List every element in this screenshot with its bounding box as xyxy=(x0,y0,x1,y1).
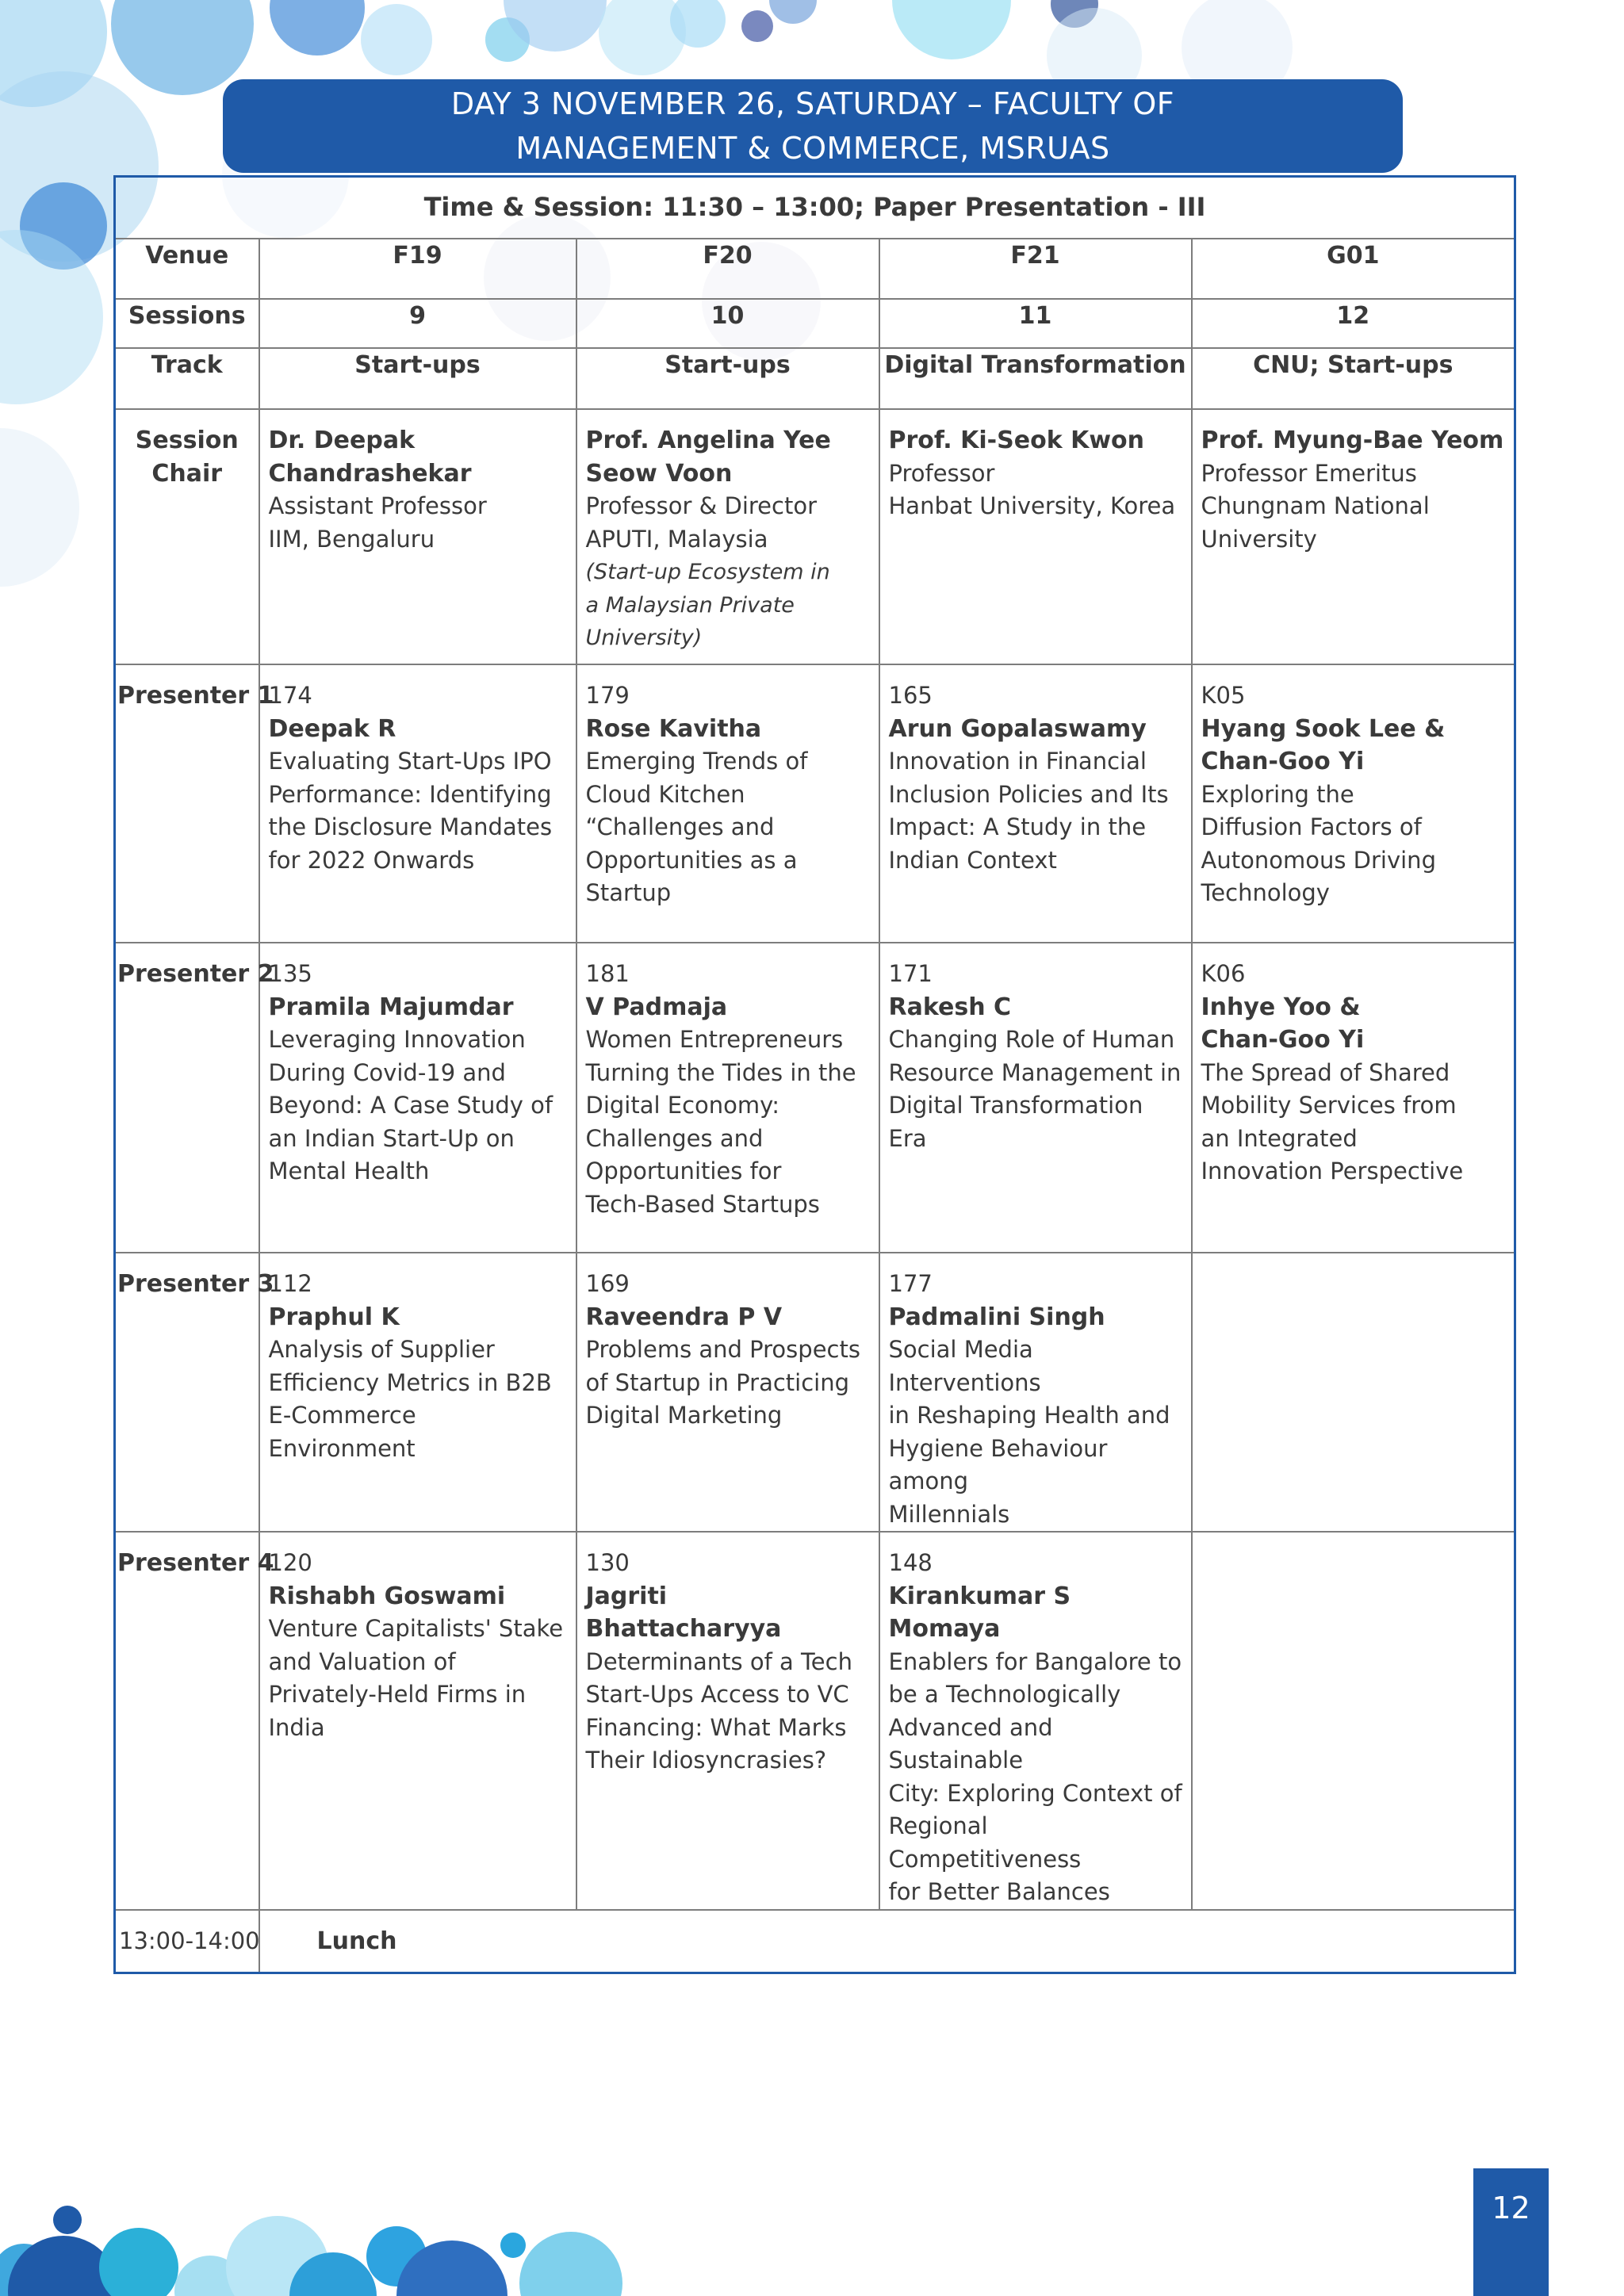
paper-title-line: Leveraging Innovation xyxy=(268,1026,526,1053)
lunch-time: 13:00-14:00 xyxy=(115,1910,259,1973)
paper-id: 171 xyxy=(888,960,933,987)
presenter-cell xyxy=(1192,943,1515,1253)
paper-id: 120 xyxy=(268,1549,312,1576)
venue-row xyxy=(115,239,1515,299)
session-chair-row xyxy=(115,409,1515,664)
paper-id: 179 xyxy=(585,682,630,709)
presenter-cell xyxy=(1192,1253,1515,1532)
presenter-name: Bhattacharyya xyxy=(585,1615,782,1643)
track-cell: Start-ups xyxy=(576,348,879,409)
presenter-name: Padmalini Singh xyxy=(888,1303,1105,1331)
presenter-row xyxy=(115,664,1515,943)
presenter-cell xyxy=(259,1253,576,1532)
paper-id: K05 xyxy=(1201,682,1246,709)
presenter-cell xyxy=(576,1532,879,1910)
presenter-cell xyxy=(879,1532,1192,1910)
presenter-cell xyxy=(576,664,879,943)
chair-name: Dr. Deepak xyxy=(268,427,416,454)
presenter-label: Presenter 1 xyxy=(115,664,259,943)
paper-title-line: E-Commerce Environment xyxy=(268,1402,416,1462)
presenter-cell xyxy=(576,943,879,1253)
session-cell: 12 xyxy=(1192,299,1515,348)
paper-title-line: During Covid-19 and xyxy=(268,1058,506,1086)
presenter-cell xyxy=(259,664,576,943)
presenter-name: Arun Gopalaswamy xyxy=(888,714,1147,743)
session-cell: 10 xyxy=(576,299,879,348)
track-cell: Digital Transformation xyxy=(879,348,1192,409)
chair-role: Professor xyxy=(888,459,995,487)
presenter-name: Deepak R xyxy=(268,714,396,743)
paper-id: 135 xyxy=(268,960,312,987)
track-cell: Start-ups xyxy=(259,348,576,409)
presenter-name: Jagriti xyxy=(585,1582,668,1610)
chair-label-line: Chair xyxy=(151,459,223,488)
chair-name: Seow Voon xyxy=(585,459,733,488)
paper-title-line: Inclusion Policies and Its xyxy=(888,780,1169,808)
presenter-cell xyxy=(1192,1532,1515,1910)
paper-title-line: Digital Transformation Era xyxy=(888,1092,1143,1152)
session-cell: 11 xyxy=(879,299,1192,348)
track-row xyxy=(115,348,1515,409)
paper-title-line: Emerging Trends of xyxy=(585,748,808,775)
chair-org: APUTI, Malaysia xyxy=(585,525,768,553)
paper-id: 112 xyxy=(268,1270,312,1297)
schedule-table xyxy=(113,175,1516,1974)
paper-title-line: Indian Context xyxy=(888,846,1057,874)
paper-title-line: Impact: A Study in the xyxy=(888,813,1147,840)
paper-id: 148 xyxy=(888,1549,933,1576)
paper-title-line: Diffusion Factors of xyxy=(1201,813,1422,840)
paper-title-line: an Integrated xyxy=(1201,1124,1358,1152)
paper-title-line: Opportunities for xyxy=(585,1158,782,1184)
chair-role: Assistant Professor xyxy=(268,492,487,519)
session-title: Time & Session: 11:30 – 13:00; Paper Presentation - III xyxy=(115,177,1515,239)
banner-line-1: DAY 3 NOVEMBER 26, SATURDAY – FACULTY OF xyxy=(450,86,1175,121)
chair-role: Professor & Director xyxy=(585,492,817,519)
paper-title-line: Autonomous Driving xyxy=(1201,846,1436,874)
lunch-label: Lunch xyxy=(259,1910,1515,1973)
paper-title-line: “Challenges and xyxy=(585,813,775,840)
chair-cell xyxy=(576,409,879,664)
paper-title-line: Their Idiosyncrasies? xyxy=(585,1747,827,1774)
paper-title-line: Social Media Interventions xyxy=(888,1336,1041,1396)
paper-title-line: Beyond: A Case Study of xyxy=(268,1092,553,1119)
chair-org: Hanbat University, Korea xyxy=(888,492,1176,519)
presenter-row xyxy=(115,1253,1515,1532)
chair-note: University) xyxy=(585,626,703,650)
chair-name: Prof. Myung-Bae Yeom xyxy=(1201,427,1504,454)
paper-title-line: Technology xyxy=(1201,879,1330,906)
chair-cell xyxy=(879,409,1192,664)
paper-title-line: Performance: Identifying xyxy=(268,780,552,808)
track-label: Track xyxy=(115,348,259,409)
presenter-cell xyxy=(259,1532,576,1910)
paper-id: 181 xyxy=(585,960,630,987)
paper-title-line: Cloud Kitchen xyxy=(585,780,745,808)
banner-line-2: MANAGEMENT & COMMERCE, MSRUAS xyxy=(515,131,1110,166)
presenter-label: Presenter 4 xyxy=(115,1532,259,1910)
paper-title-line: Opportunities as a xyxy=(585,846,798,874)
presenter-label: Presenter 2 xyxy=(115,943,259,1253)
venue-cell: G01 xyxy=(1192,239,1515,299)
paper-title-line: Advanced and Sustainable xyxy=(888,1713,1053,1774)
presenter-label: Presenter 3 xyxy=(115,1253,259,1532)
paper-id: 177 xyxy=(888,1270,933,1297)
chair-role: Professor Emeritus xyxy=(1201,459,1417,487)
presenter-name: Rakesh C xyxy=(888,993,1012,1021)
track-cell: CNU; Start-ups xyxy=(1192,348,1515,409)
paper-title-line: in Reshaping Health and xyxy=(888,1402,1170,1429)
paper-id: 174 xyxy=(268,682,312,709)
paper-title-line: Digital Economy: xyxy=(585,1092,779,1119)
paper-title-line: City: Exploring Context of xyxy=(888,1779,1182,1807)
paper-title-line: Innovation in Financial xyxy=(888,748,1147,775)
paper-title-line: be a Technologically xyxy=(888,1681,1121,1708)
paper-title-line: Efficiency Metrics in B2B xyxy=(268,1368,552,1396)
paper-title-line: Analysis of Supplier xyxy=(268,1336,495,1363)
chair-note: (Start-up Ecosystem in xyxy=(585,560,830,584)
paper-title-line: Resource Management in xyxy=(888,1058,1182,1086)
day-banner xyxy=(223,79,1403,173)
presenter-cell xyxy=(879,1253,1192,1532)
presenter-cell xyxy=(1192,664,1515,943)
presenter-name: Chan-Goo Yi xyxy=(1201,748,1365,775)
chair-org: Chungnam National xyxy=(1201,492,1430,519)
paper-title-line: Innovation Perspective xyxy=(1201,1158,1464,1184)
presenter-name: V Padmaja xyxy=(585,993,728,1021)
sessions-label: Sessions xyxy=(115,299,259,348)
venue-cell: F20 xyxy=(576,239,879,299)
paper-id: 169 xyxy=(585,1270,630,1297)
presenter-cell xyxy=(879,664,1192,943)
presenter-name: Rishabh Goswami xyxy=(268,1582,506,1610)
paper-title-line: Exploring the xyxy=(1201,780,1354,808)
paper-title-line: Financing: What Marks xyxy=(585,1713,847,1741)
chair-cell xyxy=(1192,409,1515,664)
presenter-cell xyxy=(576,1253,879,1532)
paper-title-line: India xyxy=(268,1713,325,1741)
paper-title-line: an Indian Start-Up on xyxy=(268,1124,515,1152)
paper-title-line: Changing Role of Human xyxy=(888,1026,1175,1053)
paper-title-line: Privately-Held Firms in xyxy=(268,1681,527,1708)
paper-title-line: Evaluating Start-Ups IPO xyxy=(268,748,552,775)
presenter-name: Raveendra P V xyxy=(585,1303,783,1331)
chair-org: University xyxy=(1201,525,1317,553)
venue-cell: F19 xyxy=(259,239,576,299)
paper-title-line: Challenges and xyxy=(585,1124,764,1152)
chair-cell xyxy=(259,409,576,664)
session-chair-label xyxy=(115,409,259,664)
paper-title-line: the Disclosure Mandates xyxy=(268,813,553,840)
paper-title-line: The Spread of Shared xyxy=(1201,1058,1450,1086)
paper-title-line: Turning the Tides in the xyxy=(585,1058,856,1086)
paper-title-line: Hygiene Behaviour among xyxy=(888,1434,1108,1494)
presenter-cell xyxy=(259,943,576,1253)
session-cell: 9 xyxy=(259,299,576,348)
paper-title-line: Mobility Services from xyxy=(1201,1092,1457,1119)
presenter-name: Momaya xyxy=(888,1615,1001,1643)
venue-cell: F21 xyxy=(879,239,1192,299)
paper-title-line: and Valuation of xyxy=(268,1647,456,1675)
chair-name: Prof. Angelina Yee xyxy=(585,427,831,454)
paper-title-line: Venture Capitalists' Stake xyxy=(268,1615,564,1642)
presenter-row xyxy=(115,1532,1515,1910)
paper-title-line: Mental Health xyxy=(268,1158,430,1184)
lunch-row xyxy=(115,1910,1515,1973)
paper-title-line: Women Entrepreneurs xyxy=(585,1026,844,1053)
paper-title-line: Problems and Prospects xyxy=(585,1336,860,1363)
paper-title-line: Regional Competitiveness xyxy=(888,1812,1082,1873)
paper-title-line: Digital Marketing xyxy=(585,1402,783,1429)
chair-name: Chandrashekar xyxy=(268,459,472,488)
chair-name: Prof. Ki-Seok Kwon xyxy=(888,427,1145,454)
presenter-name: Chan-Goo Yi xyxy=(1201,1026,1365,1054)
paper-id: 165 xyxy=(888,682,933,709)
paper-id: K06 xyxy=(1201,960,1246,987)
chair-org: IIM, Bengaluru xyxy=(268,525,435,553)
paper-title-line: for 2022 Onwards xyxy=(268,846,475,874)
paper-title-line: Enablers for Bangalore to xyxy=(888,1647,1182,1675)
presenter-name: Pramila Majumdar xyxy=(268,993,514,1021)
paper-title-line: Startup xyxy=(585,879,672,906)
paper-title-line: of Startup in Practicing xyxy=(585,1368,850,1396)
presenter-cell xyxy=(879,943,1192,1253)
sessions-row xyxy=(115,299,1515,348)
paper-id: 130 xyxy=(585,1549,630,1576)
paper-title-line: for Better Balances xyxy=(888,1878,1110,1905)
presenter-name: Praphul K xyxy=(268,1303,400,1331)
presenter-name: Kirankumar S xyxy=(888,1582,1071,1610)
paper-title-line: Tech-Based Startups xyxy=(585,1190,820,1218)
paper-title-line: Start-Ups Access to VC xyxy=(585,1681,849,1708)
presenter-name: Rose Kavitha xyxy=(585,714,762,743)
paper-title-line: Determinants of a Tech xyxy=(585,1647,852,1675)
paper-title-line: Millennials xyxy=(888,1500,1010,1528)
page-number: 12 xyxy=(1473,2168,1549,2296)
presenter-name: Hyang Sook Lee & xyxy=(1201,714,1446,743)
chair-label-line: Session xyxy=(135,427,239,454)
presenter-name: Inhye Yoo & xyxy=(1201,993,1361,1021)
chair-note: a Malaysian Private xyxy=(585,592,795,618)
venue-label: Venue xyxy=(115,239,259,299)
presenter-row xyxy=(115,943,1515,1253)
